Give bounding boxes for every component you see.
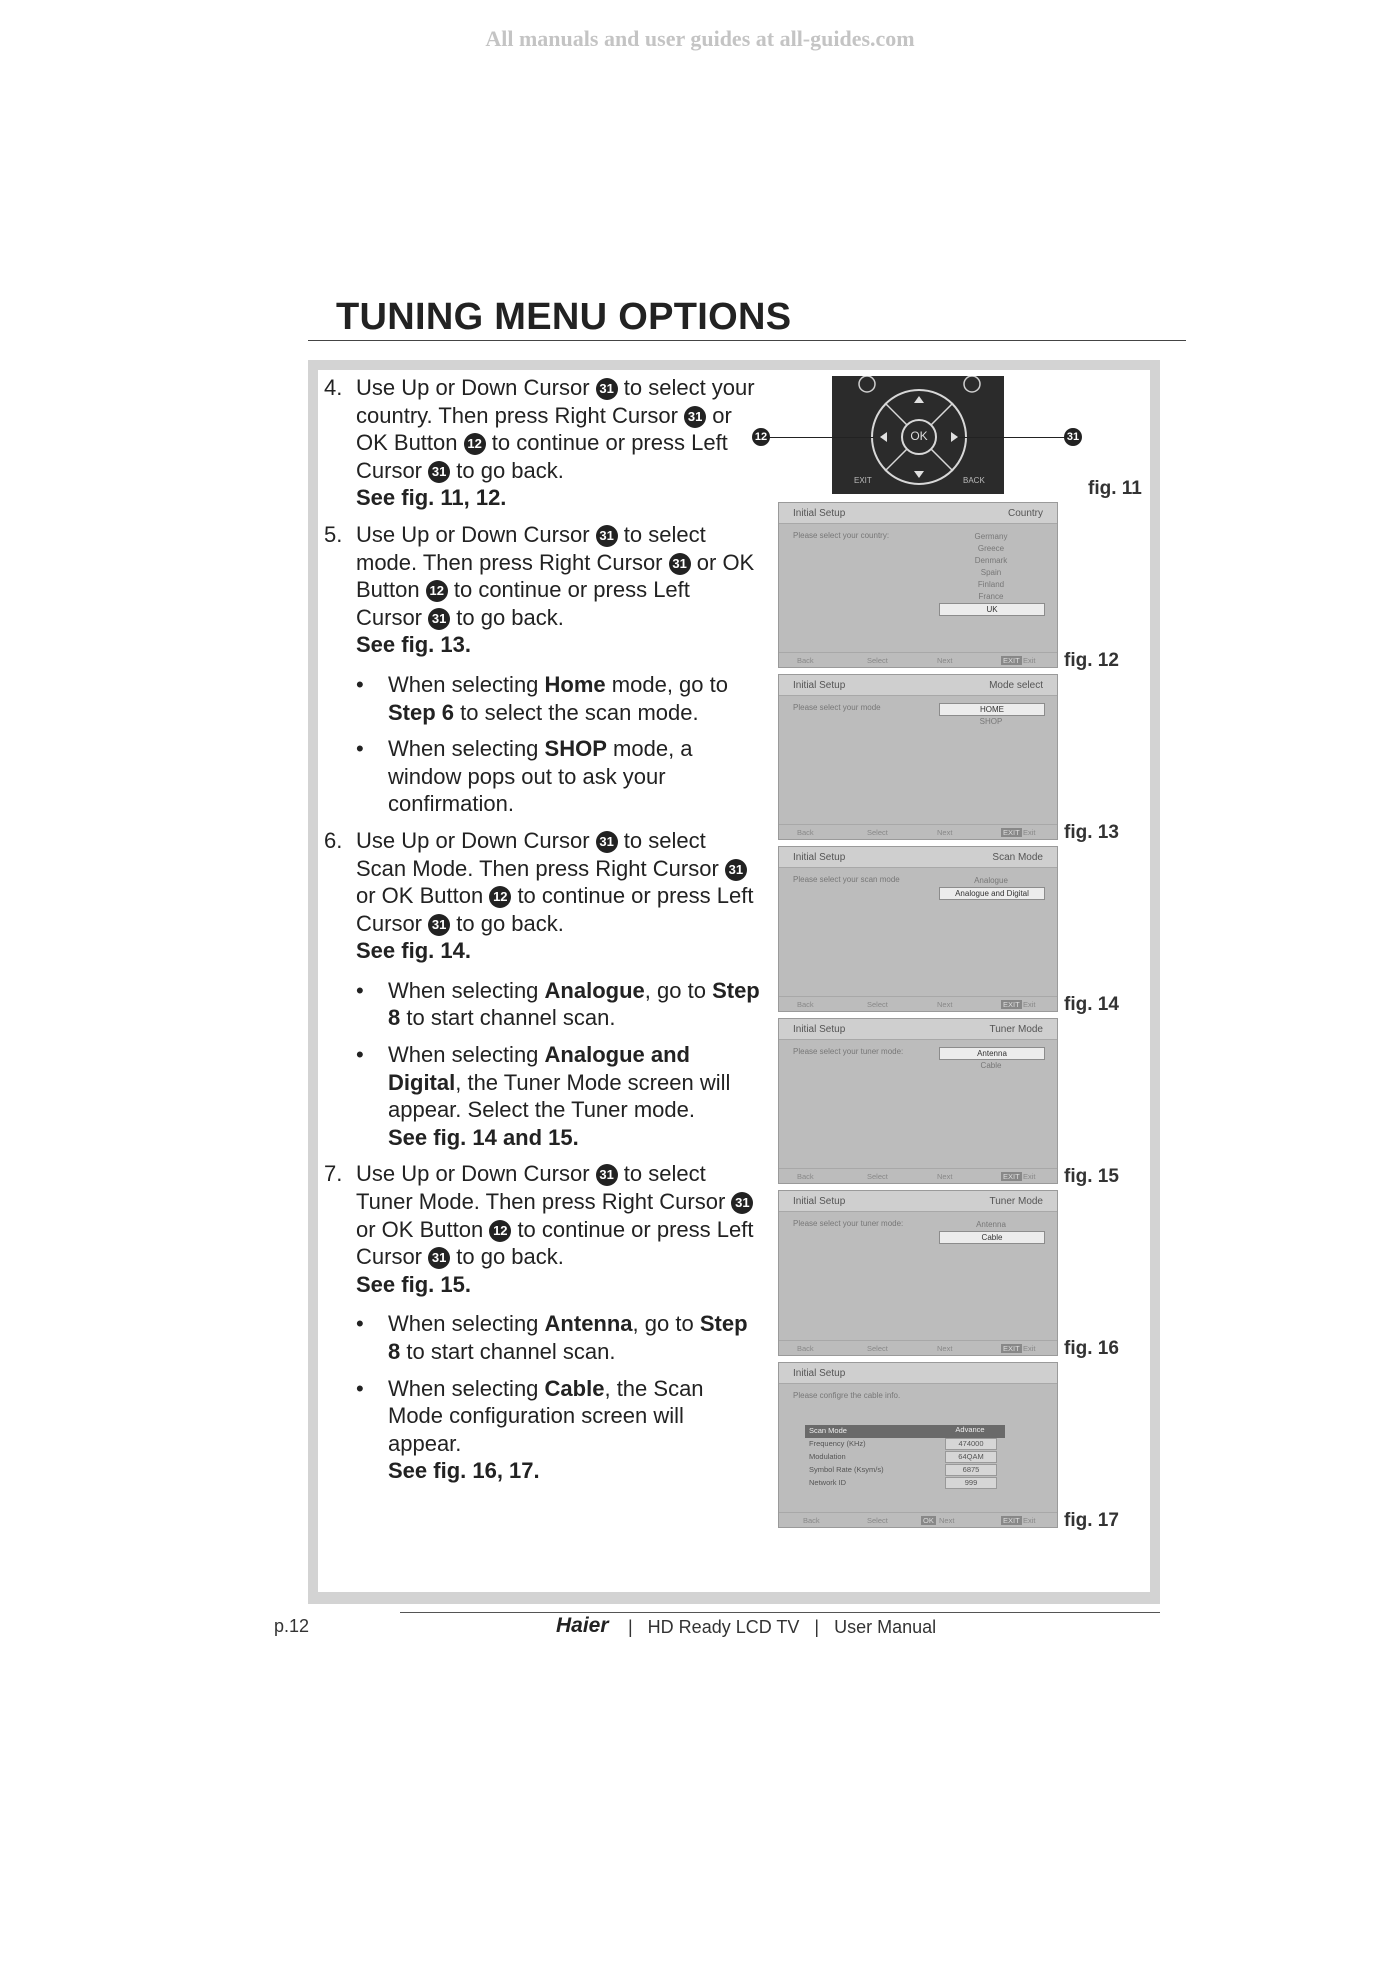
watermark: All manuals and user guides at all-guides.com bbox=[485, 26, 915, 51]
screen-title: Country bbox=[1007, 508, 1043, 519]
option-selected: Antenna bbox=[939, 1047, 1045, 1060]
config-key: Symbol Rate (Ksym/s) bbox=[809, 1465, 884, 1474]
option: Denmark bbox=[974, 556, 1008, 565]
screen-title: Mode select bbox=[989, 680, 1043, 691]
bullet-bold: Analogue and Digital bbox=[388, 1042, 690, 1095]
bullet-bold: Cable bbox=[544, 1375, 605, 1401]
step-text: to continue or press Left Cursor bbox=[356, 883, 754, 936]
bullet-icon: • bbox=[356, 1375, 364, 1401]
fig-14-label: fig. 14 bbox=[1064, 994, 1119, 1015]
footer-select: Select bbox=[867, 656, 888, 665]
footer-exit: Exit bbox=[1023, 1172, 1036, 1181]
bullet-text: , go to bbox=[632, 1311, 694, 1337]
bullet-text: to start channel scan. bbox=[406, 1339, 616, 1364]
bullet-bold: SHOP bbox=[544, 736, 607, 762]
screen-header: Initial Setup bbox=[793, 508, 846, 519]
bullet-cable bbox=[320, 1375, 760, 1485]
step-4 bbox=[320, 374, 760, 512]
ok-callout-icon: 12 bbox=[426, 580, 448, 602]
step-number: 5. bbox=[324, 521, 343, 547]
cursor-callout-icon: 31 bbox=[596, 831, 618, 853]
mode-select-screen bbox=[778, 674, 1058, 840]
bullet-text: , go to bbox=[644, 977, 706, 1003]
cursor-callout-icon: 31 bbox=[428, 608, 450, 630]
config-key: Frequency (KHz) bbox=[809, 1439, 866, 1448]
figure-reference: See fig. 16, 17. bbox=[388, 1458, 540, 1484]
figure-reference: See fig. 15. bbox=[356, 1271, 471, 1297]
step-text: to select Scan Mode. Then press Right Cursor bbox=[356, 827, 719, 881]
config-key: Modulation bbox=[809, 1452, 846, 1461]
step-text: to go back. bbox=[456, 910, 564, 936]
bullet-bold: Analogue bbox=[544, 977, 645, 1003]
bullet-bold: Step 6 bbox=[388, 699, 455, 725]
fig-12-label: fig. 12 bbox=[1064, 650, 1119, 671]
screen-prompt: Please select your scan mode bbox=[793, 875, 900, 884]
screen-title: Tuner Mode bbox=[989, 1024, 1043, 1035]
back-button-label: BACK bbox=[963, 476, 985, 485]
config-key: Scan Mode bbox=[809, 1426, 847, 1435]
ok-callout-icon: 12 bbox=[752, 428, 770, 446]
footer-exit-key: EXIT bbox=[1003, 1344, 1020, 1353]
config-row bbox=[805, 1477, 1005, 1490]
step-5 bbox=[320, 521, 760, 659]
bullet-home bbox=[320, 671, 760, 726]
step-6 bbox=[320, 827, 760, 965]
bullet-text: When selecting bbox=[388, 977, 539, 1003]
option: Analogue bbox=[974, 876, 1008, 885]
option-selected: Cable bbox=[939, 1231, 1045, 1244]
cursor-callout-icon: 31 bbox=[428, 914, 450, 936]
screen-prompt: Please select your tuner mode: bbox=[793, 1047, 904, 1056]
bullet-text: When selecting bbox=[388, 671, 539, 697]
footer-divider bbox=[400, 1612, 1160, 1613]
step-text: or OK Button bbox=[356, 883, 484, 909]
footer-back: Back bbox=[797, 1000, 814, 1009]
step-text: to go back. bbox=[456, 457, 564, 483]
screen-header: Initial Setup bbox=[793, 1196, 846, 1207]
brand-logo: Haier bbox=[556, 1614, 609, 1637]
screen-title: Tuner Mode bbox=[989, 1196, 1043, 1207]
step-text: to select mode. Then press Right Cursor bbox=[356, 521, 706, 575]
title-divider bbox=[308, 340, 1186, 341]
bullet-analogue bbox=[320, 977, 760, 1032]
config-value: 64QAM bbox=[945, 1451, 997, 1463]
page-number: p.12 bbox=[274, 1616, 310, 1636]
step-text: to continue or press Left Cursor bbox=[356, 430, 728, 483]
fig-13-label: fig. 13 bbox=[1064, 822, 1119, 843]
footer-text: | HD Ready LCD TV | User Manual bbox=[628, 1617, 937, 1637]
bullet-antenna bbox=[320, 1310, 760, 1365]
footer-next: Next bbox=[937, 1000, 953, 1009]
screen-prompt: Please configre the cable info. bbox=[793, 1391, 901, 1400]
config-value: 474000 bbox=[945, 1438, 997, 1450]
ok-button-label: OK bbox=[910, 429, 928, 443]
footer-exit: Exit bbox=[1023, 1516, 1036, 1525]
footer-select: Select bbox=[867, 828, 888, 837]
option: Antenna bbox=[976, 1220, 1006, 1229]
step-text: or OK Button bbox=[356, 549, 755, 603]
bullet-bold: Antenna bbox=[544, 1311, 633, 1337]
page-title: TUNING MENU OPTIONS bbox=[336, 296, 792, 338]
cursor-callout-icon: 31 bbox=[684, 406, 706, 428]
step-text: Use Up or Down Cursor bbox=[356, 375, 590, 400]
screen-prompt: Please select your mode bbox=[793, 703, 881, 712]
fig-16-label: fig. 16 bbox=[1064, 1338, 1119, 1359]
screen-footer bbox=[779, 652, 1057, 667]
config-key: Network ID bbox=[809, 1478, 847, 1487]
footer-select: Select bbox=[867, 1344, 888, 1353]
footer-ok-key: OK bbox=[923, 1516, 934, 1525]
screen-footer bbox=[779, 1168, 1057, 1183]
bullet-icon: • bbox=[356, 736, 364, 762]
step-text: to continue or press Left Cursor bbox=[356, 1216, 754, 1270]
cursor-callout-icon: 31 bbox=[725, 859, 747, 881]
cursor-callout-icon: 31 bbox=[1064, 428, 1082, 446]
screen-footer bbox=[779, 824, 1057, 839]
footer-back: Back bbox=[797, 1344, 814, 1353]
step-text: Use Up or Down Cursor bbox=[356, 827, 590, 853]
option: France bbox=[978, 592, 1004, 601]
bullet-shop bbox=[320, 735, 760, 818]
cursor-callout-icon: 31 bbox=[669, 553, 691, 575]
figure-reference: See fig. 13. bbox=[356, 632, 471, 658]
step-number: 6. bbox=[324, 827, 343, 853]
option: SHOP bbox=[979, 717, 1003, 726]
config-row bbox=[805, 1425, 1005, 1438]
ok-callout-icon: 12 bbox=[489, 886, 511, 908]
bullet-text: mode, go to bbox=[611, 671, 728, 697]
bullet-icon: • bbox=[356, 1311, 364, 1337]
screen-footer bbox=[779, 1340, 1057, 1355]
screen-prompt: Please select your tuner mode: bbox=[793, 1219, 904, 1228]
footer-select: Select bbox=[867, 1000, 888, 1009]
bullet-text: When selecting bbox=[388, 736, 539, 762]
footer-select: Select bbox=[867, 1516, 888, 1525]
bullet-text: , the Scan Mode configuration screen will appear. bbox=[388, 1375, 704, 1456]
config-row bbox=[805, 1464, 1005, 1477]
bullet-icon: • bbox=[356, 671, 364, 697]
footer-exit-key: EXIT bbox=[1003, 1000, 1020, 1009]
option: Germany bbox=[974, 532, 1008, 541]
bullet-text: to select the scan mode. bbox=[460, 699, 699, 725]
step-text: Use Up or Down Cursor bbox=[356, 521, 590, 547]
bullet-text: , the Tuner Mode screen will appear. Select the Tuner mode. bbox=[388, 1069, 731, 1123]
footer-exit: Exit bbox=[1023, 1000, 1036, 1009]
step-7 bbox=[320, 1160, 760, 1298]
bullet-text: When selecting bbox=[388, 1311, 539, 1337]
cable-config-screen bbox=[778, 1362, 1058, 1528]
footer-next: Next bbox=[937, 1172, 953, 1181]
bullet-bold: Step 8 bbox=[388, 977, 760, 1031]
remote-control-image bbox=[832, 376, 1004, 494]
ok-leader-line bbox=[768, 437, 874, 438]
country-select-screen bbox=[778, 502, 1058, 668]
tuner-mode-screen-antenna bbox=[778, 1018, 1058, 1184]
option: Greece bbox=[977, 544, 1005, 553]
footer-exit: Exit bbox=[1023, 1344, 1036, 1353]
bullet-icon: • bbox=[356, 1042, 364, 1068]
config-value: Advance bbox=[945, 1425, 995, 1435]
ok-callout-icon: 12 bbox=[464, 433, 486, 455]
screen-header: Initial Setup bbox=[793, 1024, 846, 1035]
footer-exit-key: EXIT bbox=[1003, 1172, 1020, 1181]
footer-next: Next bbox=[937, 656, 953, 665]
cable-config-table bbox=[805, 1425, 1005, 1490]
screen-header: Initial Setup bbox=[793, 852, 846, 863]
cursor-callout-icon: 31 bbox=[596, 525, 618, 547]
cursor-leader-line bbox=[958, 437, 1072, 438]
footer-next: Next bbox=[937, 828, 953, 837]
option: Spain bbox=[980, 568, 1002, 577]
figure-reference: See fig. 14 and 15. bbox=[388, 1124, 579, 1150]
bullet-text: When selecting bbox=[388, 1375, 539, 1401]
step-text: or OK Button bbox=[356, 1216, 484, 1242]
option: Cable bbox=[980, 1061, 1002, 1070]
exit-button-label: EXIT bbox=[854, 476, 872, 485]
footer-next: Next bbox=[937, 1344, 953, 1353]
cursor-callout-icon: 31 bbox=[596, 1164, 618, 1186]
step-text: to select Tuner Mode. Then press Right Cursor bbox=[356, 1161, 726, 1215]
bullet-analogue-digital bbox=[320, 1041, 760, 1151]
footer-back: Back bbox=[797, 1172, 814, 1181]
config-value: 6875 bbox=[945, 1464, 997, 1476]
instructions bbox=[320, 374, 760, 1494]
step-text: to go back. bbox=[456, 1244, 564, 1270]
footer-back: Back bbox=[797, 828, 814, 837]
scan-mode-screen bbox=[778, 846, 1058, 1012]
figure-reference: See fig. 11, 12. bbox=[356, 485, 507, 511]
cursor-callout-icon: 31 bbox=[596, 378, 618, 400]
tuner-mode-screen-cable bbox=[778, 1190, 1058, 1356]
screen-title: Scan Mode bbox=[992, 852, 1043, 863]
screen-header: Initial Setup bbox=[793, 1368, 846, 1379]
bullet-icon: • bbox=[356, 977, 364, 1003]
bullet-text: mode, a window pops out to ask your confirmation. bbox=[388, 736, 693, 817]
step-text: Use Up or Down Cursor bbox=[356, 1161, 590, 1187]
screen-footer bbox=[779, 1512, 1057, 1527]
footer-select: Select bbox=[867, 1172, 888, 1181]
cursor-callout-icon: 31 bbox=[428, 461, 450, 483]
footer-exit: Exit bbox=[1023, 656, 1036, 665]
step-text: to go back. bbox=[456, 604, 564, 630]
step-number: 4. bbox=[324, 375, 343, 400]
config-row bbox=[805, 1438, 1005, 1451]
option-selected: Analogue and Digital bbox=[939, 887, 1045, 900]
option-selected: UK bbox=[939, 603, 1045, 616]
fig-15-label: fig. 15 bbox=[1064, 1166, 1119, 1187]
bullet-bold: Step 8 bbox=[388, 1311, 748, 1364]
footer-exit-key: EXIT bbox=[1003, 1516, 1020, 1525]
screen-footer bbox=[779, 996, 1057, 1011]
config-row bbox=[805, 1451, 1005, 1464]
ok-callout-icon: 12 bbox=[489, 1220, 511, 1242]
step-number: 7. bbox=[324, 1161, 343, 1187]
footer-back: Back bbox=[797, 656, 814, 665]
fig-17-label: fig. 17 bbox=[1064, 1510, 1119, 1531]
step-text: or OK Button bbox=[356, 402, 732, 456]
cursor-callout-icon: 31 bbox=[731, 1192, 753, 1214]
step-text: to continue or press Left Cursor bbox=[356, 577, 690, 630]
bullet-text: to start channel scan. bbox=[406, 1005, 616, 1031]
screen-prompt: Please select your country: bbox=[793, 531, 890, 540]
cursor-callout-icon: 31 bbox=[428, 1247, 450, 1269]
footer-next: Next bbox=[939, 1516, 955, 1525]
footer-exit: Exit bbox=[1023, 828, 1036, 837]
bullet-text: When selecting bbox=[388, 1042, 539, 1068]
footer-exit-key: EXIT bbox=[1003, 828, 1020, 837]
bullet-bold: Home bbox=[544, 671, 606, 697]
option: Finland bbox=[977, 580, 1005, 589]
screen-header: Initial Setup bbox=[793, 680, 846, 691]
option-selected: HOME bbox=[939, 703, 1045, 716]
step-text: to select your country. Then press Right Cursor bbox=[356, 375, 755, 428]
footer-back: Back bbox=[803, 1516, 820, 1525]
footer-exit-key: EXIT bbox=[1003, 656, 1020, 665]
config-value: 999 bbox=[945, 1477, 997, 1489]
figure-reference: See fig. 14. bbox=[356, 938, 471, 964]
fig-11-label: fig. 11 bbox=[1088, 478, 1142, 499]
